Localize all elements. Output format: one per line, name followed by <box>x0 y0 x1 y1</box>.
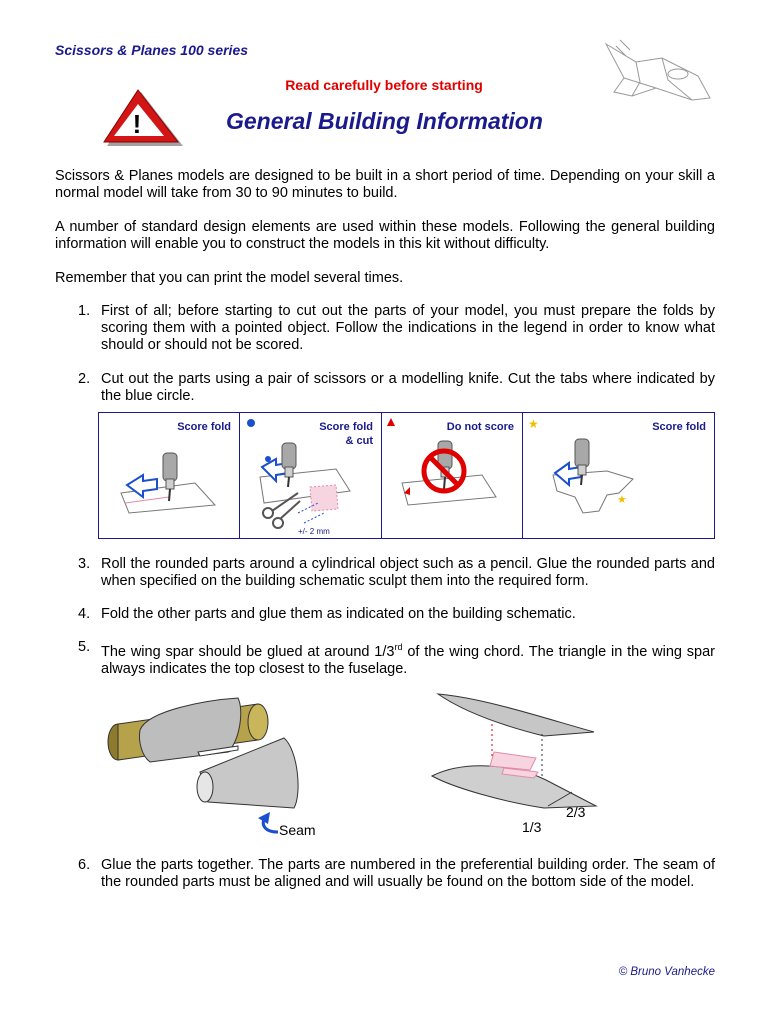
intro-paragraph-3: Remember that you can print the model several times. <box>55 270 404 286</box>
legend-label: Score fold <box>177 421 231 433</box>
page-title: General Building Information <box>226 108 543 134</box>
step-text: Glue the parts together. The parts are numbered in the preferential building order. The seam of the rounded parts must be aligned and will usually be found on the bottom side of the model. <box>101 857 715 890</box>
step-number: 2. <box>78 371 91 387</box>
svg-text:!: ! <box>132 109 142 139</box>
wing-fraction-one-third: 1/3 <box>522 819 542 835</box>
legend-label: Do not score <box>446 421 514 433</box>
legend-cell-do-not-score <box>382 413 523 538</box>
fold-legend <box>98 412 715 539</box>
warning-note: Read carefully before starting <box>285 77 483 93</box>
step-text: Fold the other parts and glue them as indicated on the building schematic. <box>101 606 576 622</box>
legend-cell-score-fold-star <box>523 413 714 538</box>
step-number: 1. <box>78 303 91 319</box>
airplane-sketch-icon <box>596 36 716 108</box>
copyright-footer: © Bruno Vanhecke <box>618 966 715 978</box>
intro-paragraph-1: Scissors & Planes models are designed to be built in a short period of time. Depending on your skill a normal model will take from 30 to 90 minutes to build. <box>55 168 715 201</box>
intro-paragraph-2: A number of standard design elements are used within these models. Following the general building information will enable you to construct the models in this kit without difficulty. <box>55 219 715 252</box>
legend-cell-score-cut <box>240 413 382 538</box>
red-triangle-icon <box>387 418 395 426</box>
step-text: Roll the rounded parts around a cylindrical object such as a pencil. Glue the rounded parts and when specified on the building schematic sculpt them into the required form. <box>101 556 715 589</box>
series-title: Scissors & Planes 100 series <box>55 42 249 58</box>
rolling-parts-illustration <box>88 690 328 840</box>
blue-circle-icon <box>247 419 255 427</box>
step-number: 4. <box>78 606 91 622</box>
warning-triangle-icon <box>100 86 184 148</box>
step-number: 3. <box>78 556 91 572</box>
step-number: 5. <box>78 639 91 655</box>
measure-label: +/- 2 mm <box>298 527 330 536</box>
seam-label: Seam <box>279 822 316 838</box>
step-text: The wing spar should be glued at around 1/3rd of the wing chord. The triangle in the wing spar always indicates the top closest to the fuselage. <box>101 642 715 677</box>
step-text: First of all; before starting to cut out the parts of your model, you must prepare the folds by scoring them with a pointed object. Follow the indications in the legend in order to know what should or should not be scored. <box>101 303 715 353</box>
legend-label: Score fold <box>652 421 706 433</box>
legend-cell-score-fold <box>99 413 240 538</box>
legend-label: Score fold & cut <box>319 421 373 447</box>
svg-text:★: ★ <box>617 493 627 506</box>
wing-fraction-two-thirds: 2/3 <box>566 804 586 820</box>
yellow-star-icon: ★ <box>528 417 539 431</box>
step-number: 6. <box>78 857 91 873</box>
step-text: Cut out the parts using a pair of scissors or a modelling knife. Cut the tabs where indicated by the blue circle. <box>101 371 715 404</box>
